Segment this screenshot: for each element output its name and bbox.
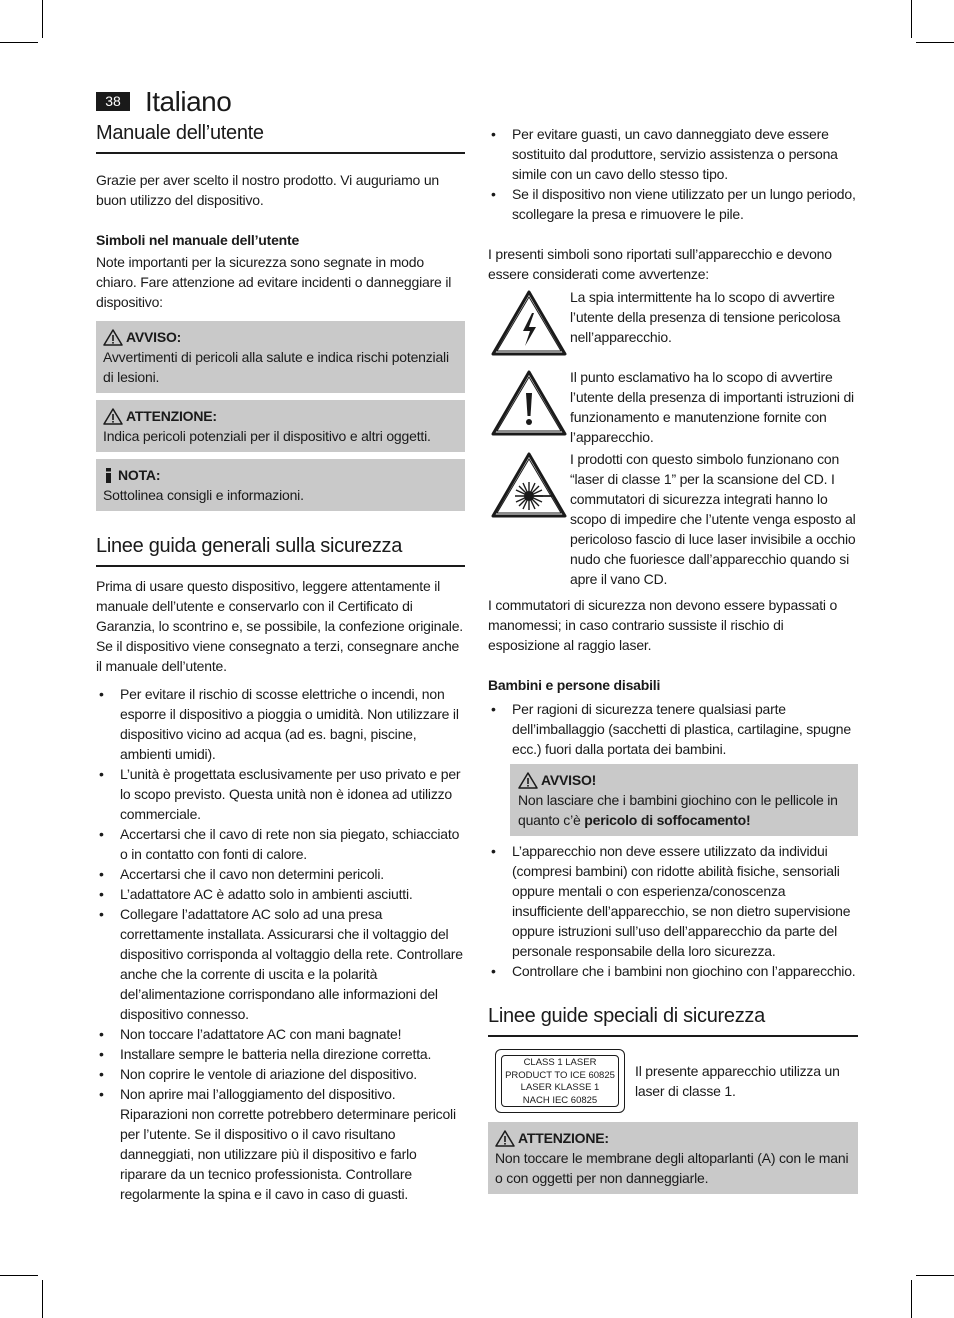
symbol-text-exclamation: Il punto esclamativo ha lo scopo di avvertire l’utente della presenza di importanti istruzioni di funzionamento e manutenzione fornite con l’apparecchio. — [570, 369, 854, 445]
left-column — [96, 120, 465, 1204]
list-item: • Se il dispositivo non viene utilizzato per un lungo periodo, scollegare la presa e rimuovere le pile. — [488, 184, 858, 224]
warning-triangle-icon — [495, 1130, 515, 1147]
crop-mark — [0, 42, 38, 43]
cable-list — [488, 124, 858, 224]
list-item: • Per evitare il rischio di scosse elettriche o incendi, non esporre il dispositivo a pioggia o umidità. Non utilizzare il dispositivo vicino ad acqua (ad es. bagni, piscine, ambienti umidi). — [96, 684, 465, 764]
crop-mark — [911, 1280, 912, 1318]
symbol-row-exclamation — [488, 367, 858, 447]
list-item: • Per ragioni di sicurezza tenere qualsiasi parte dell’imballaggio (sacchetti di plastica, cartilagine, spugne ecc.) fuori dalla portata dei bambini. — [488, 699, 858, 759]
laser-class-label — [495, 1049, 625, 1113]
list-item: • Installare sempre le batteria nella direzione corretta. — [96, 1044, 465, 1064]
avviso-children-text — [518, 790, 851, 830]
list-item: • Non coprire le ventole di ariazione del dispositivo. — [96, 1064, 465, 1084]
attenzione-special-text: Non toccare le membrane degli altoparlanti (A) con le mani o con oggetti per non danneggiarle. — [495, 1150, 849, 1186]
children-heading: Bambini e persone disabili — [488, 677, 661, 693]
avviso-children-text-bold: pericolo di soffocamento! — [584, 812, 751, 828]
laser-label-line: CLASS 1 LASER — [523, 1057, 597, 1068]
attenzione-special-box — [488, 1122, 858, 1194]
right-column — [488, 120, 858, 1194]
attenzione-box — [96, 400, 465, 452]
list-item: • L’unità è progettata esclusivamente per uso privato e per lo scopo previsto. Questa unità non è idonea ad utilizzo commerciale. — [96, 764, 465, 824]
attenzione-title: ATTENZIONE: — [126, 408, 217, 424]
list-item: • L’apparecchio non deve essere utilizzato da individui (compresi bambini) con ridotte abilità fisiche, sensoriali oppure mentali o con esperienza/conoscenza insufficiente dell’apparecchio, se non dietro supervisione oppure istruzioni sull’uso dell’apparecchio da parte del personale responsabile della loro sicurezza. — [488, 841, 858, 961]
safety-list — [96, 684, 465, 1204]
list-item: • L’adattatore AC è adatto solo in ambienti asciutti. — [96, 884, 465, 904]
section-title-speciali: Linee guide speciali di sicurezza — [488, 1003, 858, 1037]
avviso-children-box — [510, 764, 858, 836]
symbols-text: Note importanti per la sicurezza sono segnate in modo chiaro. Fare attenzione ad evitare incidenti o danneggiare il dispositivo: — [96, 254, 452, 310]
laser-label-line: NACH IEC 60825 — [522, 1094, 598, 1106]
section-title-manuale: Manuale dell’utente — [96, 120, 465, 154]
avviso-children-text-plain: Non lasciare che i bambini giochino con le pellicole in quanto c’è — [518, 792, 838, 828]
warning-triangle-icon — [103, 408, 123, 425]
list-item: • Per evitare guasti, un cavo danneggiato deve essere sostituito dal produttore, servizio assistenza o persona simile con un cavo dello stesso tipo. — [488, 124, 858, 184]
language-title: Italiano — [145, 86, 232, 117]
attenzione-special-title: ATTENZIONE: — [518, 1130, 609, 1146]
list-item: • Controllare che i bambini non giochino con l’apparecchio. — [488, 961, 858, 981]
list-item: • Accertarsi che il cavo non determini pericoli. — [96, 864, 465, 884]
crop-mark — [911, 0, 912, 38]
list-item: • Accertarsi che il cavo di rete non sia piegato, schiacciato o in contatto con fonti di calore. — [96, 824, 465, 864]
nota-text: Sottolinea consigli e informazioni. — [103, 487, 304, 503]
laser-label-line: PRODUCT TO ICE 60825 — [505, 1069, 615, 1081]
crop-mark — [0, 1275, 38, 1276]
list-item: • Non toccare l’adattatore AC con mani bagnate! — [96, 1024, 465, 1044]
list-item: • Non aprire mai l’alloggiamento del dispositivo. Riparazioni non corrette potrebbero determinare pericoli per l’utente. Se il dispositivo o il cavo risultano danneggiati, non utilizzare più il dispositivo e farlo riparare da un tecnico professionista. Controllare regolarmente la spina e il cavo in caso di guasti. — [96, 1084, 465, 1204]
nota-box — [96, 459, 465, 511]
section-title-linee-guida: Linee guida generali sulla sicurezza — [96, 533, 465, 567]
symbols-intro: I presenti simboli sono riportati sull’apparecchio e devono essere considerati come avvertenze: — [488, 246, 832, 282]
symbol-text-laser: I prodotti con questo simbolo funzionano con “laser di classe 1” per la scansione del CD. I commutatori di sicurezza integrati hanno lo scopo di impedire che l’utente venga esposto al pericoloso fascio di luce laser invisibile a occhio nudo che fuoriesce dall’apparecchio quando si apre il vano CD. — [570, 451, 856, 587]
safety-intro: Prima di usare questo dispositivo, leggere attentamente il manuale dell’utente e conservarlo con il Certificato di Garanzia, lo scontrino e, se possibile, la confezione originale. Se il dispositivo viene consegnato a terzi, consegnare anche il manuale dell’utente. — [96, 578, 463, 674]
crop-mark — [916, 42, 954, 43]
children-list-more — [488, 841, 858, 981]
crop-mark — [42, 0, 43, 38]
laser-label-line: LASER KLASSE 1 — [520, 1082, 600, 1093]
intro-text: Grazie per aver scelto il nostro prodotto. Vi auguriamo un buon utilizzo del dispositivo. — [96, 172, 439, 208]
warning-triangle-icon — [103, 329, 123, 346]
avviso-children-title: AVVISO! — [541, 772, 597, 788]
avviso-title: AVVISO: — [126, 329, 182, 345]
laser-triangle-icon — [490, 451, 568, 519]
symbols-heading: Simboli nel manuale dell’utente — [96, 232, 300, 248]
page-number: 38 — [96, 92, 130, 111]
symbol-row-laser — [488, 449, 858, 589]
symbol-text-lightning: La spia intermittente ha lo scopo di avvertire l’utente della presenza di tensione pericolosa nell’apparecchio. — [570, 289, 841, 345]
exclamation-triangle-icon — [490, 369, 568, 437]
attenzione-text: Indica pericoli potenziali per il dispositivo e altri oggetti. — [103, 428, 431, 444]
list-item: • Collegare l’adattatore AC solo ad una presa correttamente installata. Assicurarsi che il voltaggio del dispositivo corrisponda al voltaggio della rete. Controllare anche che la corrente di uscita e la polarità del’alimentazione corrispondano alle informazioni del dispositivo connesso. — [96, 904, 465, 1024]
laser-label-row — [488, 1049, 858, 1113]
bypass-text: I commutatori di sicurezza non devono essere bypassati o manomessi; in caso contrario sussiste il rischio di esposizione al raggio laser. — [488, 597, 838, 653]
lightning-triangle-icon — [490, 289, 568, 357]
children-list — [488, 699, 858, 759]
warning-triangle-icon — [518, 772, 538, 789]
nota-title: NOTA: — [118, 467, 161, 483]
info-icon — [103, 467, 115, 484]
symbol-row-lightning — [488, 287, 858, 357]
crop-mark — [916, 1275, 954, 1276]
laser-label-text: Il presente apparecchio utilizza un laser di classe 1. — [635, 1063, 840, 1099]
avviso-box — [96, 321, 465, 393]
avviso-text: Avvertimenti di pericoli alla salute e indica rischi potenziali di lesioni. — [103, 349, 449, 385]
crop-mark — [42, 1280, 43, 1318]
